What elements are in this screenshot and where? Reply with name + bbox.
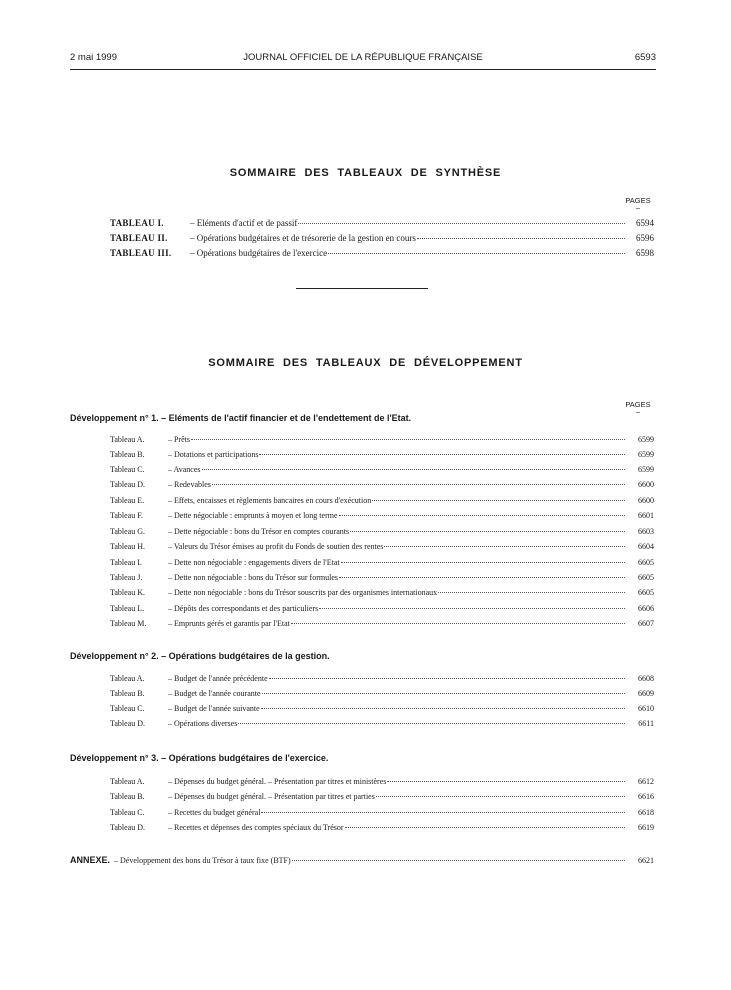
row-page: 6605 (638, 558, 654, 567)
group-3-title: Développement n° 3. – Opérations budgétaires de l'exercice. (70, 753, 329, 763)
dot-leader (238, 723, 625, 724)
row-page: 6612 (638, 777, 654, 786)
row-page: 6596 (636, 233, 654, 243)
row-text: – Recettes du budget général (168, 808, 261, 817)
row-text: – Eléments d'actif et de passif (190, 218, 298, 228)
row-label: Tableau L. (110, 604, 145, 613)
dev-row[interactable] (110, 558, 654, 571)
row-label: Tableau D. (110, 719, 145, 728)
dot-leader (212, 484, 625, 485)
row-label: TABLEAU I. (110, 218, 164, 228)
annex-page: 6621 (638, 856, 654, 865)
row-label: Tableau B. (110, 792, 145, 801)
row-label: Tableau K. (110, 588, 145, 597)
developpement-pages-label (618, 400, 658, 414)
header-page-number: 6593 (634, 52, 656, 63)
row-page: 6603 (638, 527, 654, 536)
dot-leader (417, 238, 625, 239)
section-divider (296, 288, 428, 289)
row-text: – Dette non négociable : bons du Trésor souscrits par des organismes internationaux (168, 588, 438, 597)
dev-row[interactable] (110, 542, 654, 555)
row-text: – Dette négociable : emprunts à moyen et long terme (168, 511, 338, 520)
dot-leader (339, 515, 626, 516)
row-page: 6618 (638, 808, 654, 817)
row-page: 6599 (638, 450, 654, 459)
dot-leader (291, 623, 625, 624)
dot-leader (376, 796, 625, 797)
row-page: 6605 (638, 588, 654, 597)
dev-row[interactable] (110, 823, 654, 836)
row-page: 6611 (638, 719, 654, 728)
row-text: – Dépenses du budget général. – Présentation par titres et ministères (168, 777, 387, 786)
row-page: 6616 (638, 792, 654, 801)
row-label: Tableau A. (110, 777, 145, 786)
synthese-title: SOMMAIRE DES TABLEAUX DE SYNTHÈSE (229, 167, 502, 179)
dot-leader (202, 469, 625, 470)
row-page: 6601 (638, 511, 654, 520)
dev-row[interactable] (110, 792, 654, 805)
row-page: 6604 (638, 542, 654, 551)
synthese-row[interactable] (110, 248, 654, 261)
row-label: Tableau C. (110, 704, 145, 713)
group-2-title: Développement n° 2. – Opérations budgétaires de la gestion. (70, 651, 330, 661)
dot-leader (292, 860, 625, 861)
synthese-row[interactable] (110, 218, 654, 231)
row-page: 6600 (638, 496, 654, 505)
synthese-pages-dash: – (635, 203, 641, 212)
dot-leader (387, 781, 625, 782)
row-page: 6608 (638, 674, 654, 683)
row-label: Tableau B. (110, 450, 145, 459)
synthese-pages-text: PAGES (625, 196, 651, 205)
dev-row[interactable] (110, 719, 654, 732)
dev-row[interactable] (110, 808, 654, 821)
row-text: – Prêts (168, 435, 190, 444)
row-page: 6599 (638, 465, 654, 474)
annex-text: – Développement des bons du Trésor à taux fixe (BTF) (114, 856, 291, 865)
row-text: – Opérations budgétaires et de trésorerie de la gestion en cours (190, 233, 416, 243)
page-header (70, 52, 656, 66)
dev-row[interactable] (110, 450, 654, 463)
group-1-title: Développement n° 1. – Eléments de l'actif financier et de l'endettement de l'Etat. (70, 413, 412, 423)
row-text: – Redevables (168, 480, 211, 489)
dot-leader (261, 708, 625, 709)
dev-row[interactable] (110, 465, 654, 478)
row-label: Tableau D. (110, 823, 145, 832)
dev-row[interactable] (110, 674, 654, 687)
dev-row[interactable] (110, 527, 654, 540)
row-text: – Effets, encaisses et règlements bancaires en cours d'exécution (168, 496, 372, 505)
dot-leader (341, 562, 625, 563)
dot-leader (328, 253, 625, 254)
developpement-pages-text: PAGES (625, 400, 651, 409)
dev-row[interactable] (110, 511, 654, 524)
dot-leader (384, 546, 625, 547)
dot-leader (262, 693, 625, 694)
header-date: 2 mai 1999 (70, 52, 118, 63)
dot-leader (438, 592, 625, 593)
row-text: – Budget de l'année suivante (168, 704, 260, 713)
dev-row[interactable] (110, 496, 654, 509)
dev-row[interactable] (110, 619, 654, 632)
row-label: Tableau E. (110, 496, 145, 505)
row-text: – Recettes et dépenses des comptes spéciaux du Trésor (168, 823, 344, 832)
dot-leader (261, 812, 625, 813)
header-rule (70, 69, 656, 70)
row-label: Tableau C. (110, 808, 145, 817)
row-label: Tableau G. (110, 527, 145, 536)
row-text: – Dépôts des correspondants et des particuliers (168, 604, 319, 613)
row-page: 6610 (638, 704, 654, 713)
dev-row[interactable] (110, 480, 654, 493)
row-text: – Dette non négociable : engagements divers de l'Etat (168, 558, 340, 567)
row-text: – Emprunts gérés et garantis par l'Etat (168, 619, 290, 628)
dot-leader (269, 678, 625, 679)
synthese-row[interactable] (110, 233, 654, 246)
row-text: – Valeurs du Trésor émises au profit du Fonds de soutien des rentes (168, 542, 384, 551)
row-page: 6607 (638, 619, 654, 628)
dot-leader (298, 223, 625, 224)
dot-leader (191, 439, 625, 440)
developpement-title: SOMMAIRE DES TABLEAUX DE DÉVELOPPEMENT (208, 357, 523, 369)
row-text: – Dette non négociable : bons du Trésor sur formules (168, 573, 338, 582)
row-text: – Budget de l'année précédente (168, 674, 268, 683)
row-page: 6606 (638, 604, 654, 613)
row-label: Tableau C. (110, 465, 145, 474)
dev-row[interactable] (110, 435, 654, 448)
row-page: 6609 (638, 689, 654, 698)
row-label: Tableau M. (110, 619, 147, 628)
row-label: Tableau H. (110, 542, 145, 551)
row-page: 6600 (638, 480, 654, 489)
row-text: – Budget de l'année courante (168, 689, 261, 698)
row-label: Tableau A. (110, 435, 145, 444)
row-page: 6594 (636, 218, 654, 228)
dot-leader (259, 454, 625, 455)
row-label: Tableau J. (110, 573, 143, 582)
row-label: TABLEAU II. (110, 233, 168, 243)
header-journal-title: JOURNAL OFFICIEL DE LA RÉPUBLIQUE FRANÇAISE (243, 52, 483, 63)
dev-row[interactable] (110, 777, 654, 790)
row-page: 6605 (638, 573, 654, 582)
row-text: – Avances (168, 465, 201, 474)
row-label: TABLEAU III. (110, 248, 172, 258)
dot-leader (345, 827, 625, 828)
row-text: – Opérations budgétaires de l'exercice (190, 248, 328, 258)
row-page: 6599 (638, 435, 654, 444)
dev-row[interactable] (110, 573, 654, 586)
dev-row[interactable] (110, 689, 654, 702)
dev-row[interactable] (110, 588, 654, 601)
row-text: – Opérations diverses (168, 719, 238, 728)
row-label: Tableau A. (110, 674, 145, 683)
dot-leader (319, 608, 625, 609)
row-page: 6598 (636, 248, 654, 258)
row-label: Tableau I. (110, 558, 142, 567)
row-text: – Dépenses du budget général. – Présentation par titres et parties (168, 792, 375, 801)
dot-leader (339, 577, 625, 578)
synthese-pages-label (618, 196, 658, 210)
dot-leader (350, 531, 625, 532)
row-label: Tableau D. (110, 480, 145, 489)
developpement-pages-dash: – (635, 407, 641, 416)
annex-label: ANNEXE. (70, 855, 111, 865)
row-label: Tableau B. (110, 689, 145, 698)
row-page: 6619 (638, 823, 654, 832)
row-text: – Dotations et participations (168, 450, 259, 459)
row-label: Tableau F. (110, 511, 144, 520)
row-text: – Dette négociable : bons du Trésor en comptes courants (168, 527, 350, 536)
dev-row[interactable] (110, 604, 654, 617)
dot-leader (372, 500, 625, 501)
dev-row[interactable] (110, 704, 654, 717)
annex-row[interactable] (70, 855, 654, 868)
